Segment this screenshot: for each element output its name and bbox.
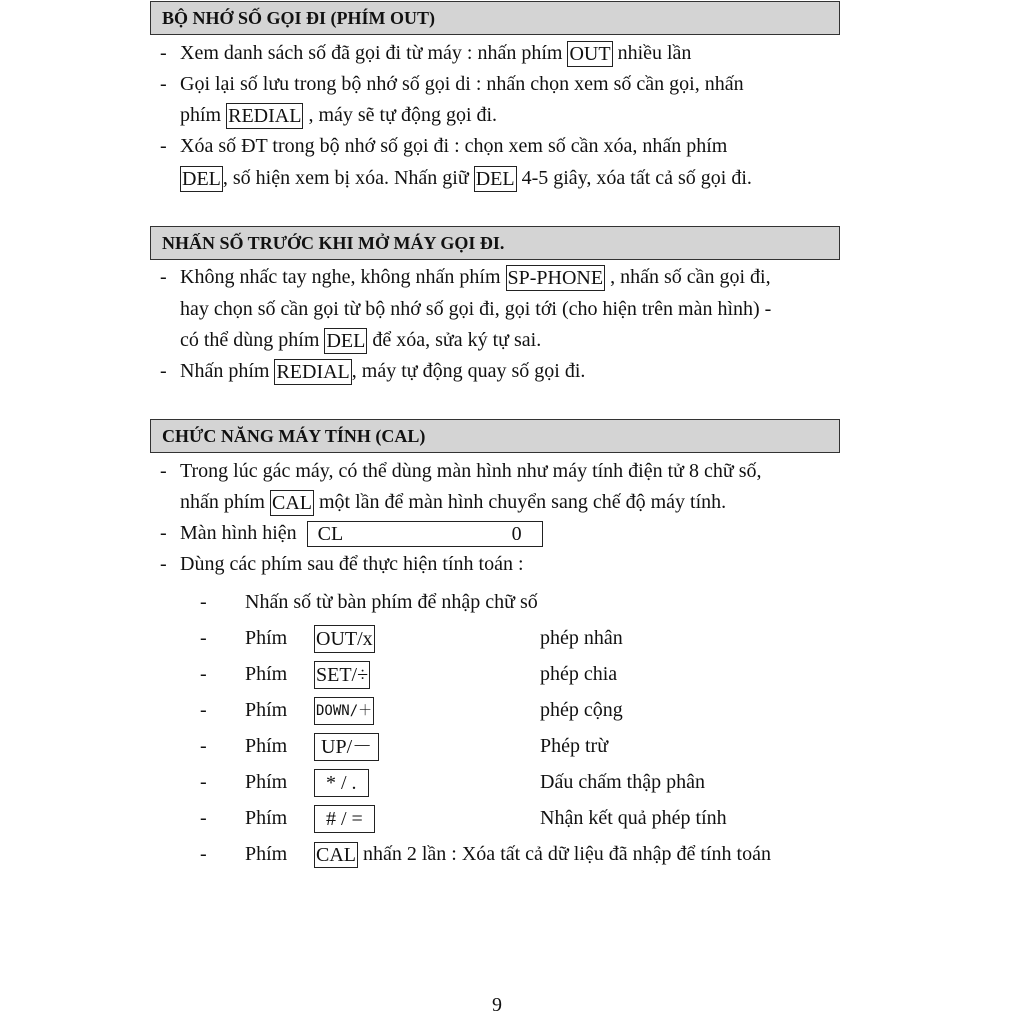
key-word: Phím xyxy=(245,807,288,829)
key-meaning: phép chia xyxy=(540,663,618,685)
bullet-dash: - xyxy=(200,771,207,793)
bullet-dash: - xyxy=(200,807,207,829)
key-out-x-label: OUT/x xyxy=(314,625,375,653)
bullet-dash: - xyxy=(160,73,167,95)
key-cal-label: CAL xyxy=(316,844,356,867)
section-header-calculator: CHỨC NĂNG MÁY TÍNH (CAL) xyxy=(150,419,840,453)
key-function-row xyxy=(200,769,840,795)
text: Nhấn số từ bàn phím để nhập chữ số xyxy=(245,591,538,613)
text: , nhấn số cần gọi đi, xyxy=(605,266,771,288)
key-word: Phím xyxy=(245,843,288,865)
bullet-dash: - xyxy=(160,522,167,544)
list-item-continuation xyxy=(180,297,771,321)
lcd-display-sample xyxy=(307,521,543,547)
key-redial-label: REDIAL xyxy=(228,105,302,128)
bullet-dash: - xyxy=(160,460,167,482)
key-function-row xyxy=(200,805,840,831)
key-word: Phím xyxy=(245,735,288,757)
key-word: Phím xyxy=(245,663,288,685)
key-function-row xyxy=(200,661,840,687)
text: hay chọn số cần gọi từ bộ nhớ số gọi đi, gọi tới (cho hiện trên màn hình) - xyxy=(180,298,772,320)
text: nhiều lần xyxy=(612,42,692,64)
key-word: Phím xyxy=(245,699,288,721)
list-item-continuation xyxy=(180,166,752,192)
bullet-dash: - xyxy=(160,360,167,382)
text: 4-5 giây, xóa tất cả số gọi đi. xyxy=(516,167,752,189)
text: nhấn 2 lần : Xóa tất cả dữ liệu đã nhập để tính toán xyxy=(358,843,771,865)
list-item xyxy=(160,552,524,576)
key-set-divide-label: SET/÷ xyxy=(314,661,370,689)
list-item-continuation xyxy=(180,490,726,516)
text: Trong lúc gác máy, có thể dùng màn hình như máy tính điện tử 8 chữ số, xyxy=(180,460,762,482)
key-out-label: OUT xyxy=(569,43,611,66)
bullet-dash: - xyxy=(200,627,207,649)
text: Xem danh sách số đã gọi đi từ máy : nhấn phím xyxy=(180,42,568,64)
section-header-predial: NHẤN SỐ TRƯỚC KHI MỞ MÁY GỌI ĐI. xyxy=(150,226,840,260)
text: Gọi lại số lưu trong bộ nhớ số gọi di : nhấn chọn xem số cần gọi, nhấn xyxy=(180,73,744,95)
page-number: 9 xyxy=(492,994,502,1016)
text: một lần để màn hình chuyển sang chế độ máy tính. xyxy=(314,491,727,513)
key-sp-phone-label: SP-PHONE xyxy=(507,267,604,290)
key-function-row xyxy=(200,841,840,867)
bullet-dash: - xyxy=(160,553,167,575)
text: Màn hình hiện xyxy=(180,522,297,544)
text: phím xyxy=(180,104,227,126)
list-item xyxy=(160,265,771,291)
key-meaning: phép nhân xyxy=(540,627,623,649)
key-hash-equals-label: # / = xyxy=(314,805,375,833)
key-word: Phím xyxy=(245,627,288,649)
list-item xyxy=(160,41,691,67)
bullet-dash: - xyxy=(160,266,167,288)
key-cal-label: CAL xyxy=(272,492,312,515)
key-function-row xyxy=(200,733,840,759)
bullet-dash: - xyxy=(200,591,207,613)
key-star-dot-label: * / . xyxy=(314,769,369,797)
key-del-label: DEL xyxy=(475,168,515,191)
list-item xyxy=(160,459,762,483)
display-mode-text: CL xyxy=(317,523,344,546)
section-header-out-memory: BỘ NHỚ SỐ GỌI ĐI (PHÍM OUT) xyxy=(150,1,840,35)
text: Xóa số ĐT trong bộ nhớ số gọi đi : chọn xem số cần xóa, nhấn phím xyxy=(180,135,728,157)
text: nhấn phím xyxy=(180,491,270,513)
key-meaning: Phép trừ xyxy=(540,735,609,757)
key-function-row xyxy=(200,697,840,723)
bullet-dash: - xyxy=(200,843,207,865)
key-del-label: DEL xyxy=(326,330,366,353)
text: , máy tự động quay số gọi đi. xyxy=(351,360,586,382)
key-up-minus-label: UP/－ xyxy=(314,733,379,761)
bullet-dash: - xyxy=(200,699,207,721)
text: Dùng các phím sau để thực hiện tính toán : xyxy=(180,553,524,575)
bullet-dash: - xyxy=(200,663,207,685)
list-item xyxy=(160,134,727,158)
cal-clear-instruction xyxy=(314,841,771,868)
key-meaning: Dấu chấm thập phân xyxy=(540,771,705,793)
key-redial-label: REDIAL xyxy=(276,361,350,384)
key-down-plus-label: DOWN/＋ xyxy=(314,697,374,725)
key-meaning: phép cộng xyxy=(540,699,623,721)
list-item-continuation xyxy=(180,328,541,354)
list-item xyxy=(160,521,543,547)
sub-list-item xyxy=(200,589,840,615)
key-del-label: DEL xyxy=(182,168,221,191)
bullet-dash: - xyxy=(160,135,167,157)
text: có thể dùng phím xyxy=(180,329,325,351)
text: , số hiện xem bị xóa. Nhấn giữ xyxy=(222,167,474,189)
text: để xóa, sửa ký tự sai. xyxy=(367,329,542,351)
key-word: Phím xyxy=(245,771,288,793)
key-function-row xyxy=(200,625,840,651)
bullet-dash: - xyxy=(160,42,167,64)
bullet-dash: - xyxy=(200,735,207,757)
text: Không nhấc tay nghe, không nhấn phím xyxy=(180,266,506,288)
list-item-continuation xyxy=(180,103,497,129)
text: Nhấn phím xyxy=(180,360,275,382)
list-item xyxy=(160,72,744,96)
key-meaning: Nhận kết quả phép tính xyxy=(540,807,727,829)
display-value-text: 0 xyxy=(511,523,522,546)
list-item xyxy=(160,359,585,385)
text: , máy sẽ tự động gọi đi. xyxy=(303,104,498,126)
